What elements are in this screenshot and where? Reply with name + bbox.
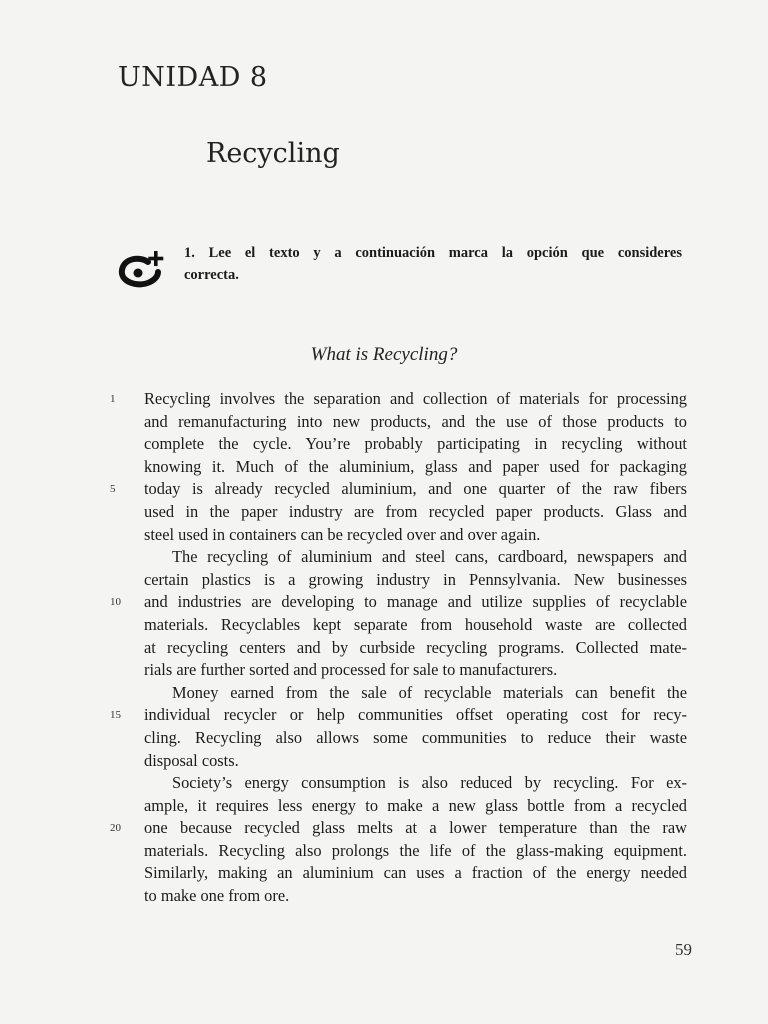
instruction-line-1: 1. Lee el texto y a continuación marca la opción que consideres [184, 245, 682, 261]
line-text: materials. Recyclables kept separate from household waste are collected [144, 614, 687, 634]
line-text: steel used in containers can be recycled over and over again. [144, 524, 541, 544]
line-text: and remanufacturing into new products, and the use of those products to [144, 411, 687, 431]
text-line [110, 524, 690, 547]
text-line [110, 433, 690, 456]
unit-title: UNIDAD 8 [118, 62, 268, 93]
text-line [110, 411, 690, 434]
reading-exercise-icon [118, 248, 166, 290]
reading-text [110, 388, 690, 908]
line-text: Society’s energy consumption is also reduced by recycling. For ex- [172, 773, 687, 793]
line-text: complete the cycle. You’re probably participating in recycling without [144, 434, 687, 454]
text-line [110, 840, 690, 863]
line-text: to make one from ore. [144, 886, 290, 906]
text-line [110, 659, 690, 682]
line-text: rials are further sorted and processed for sale to manufacturers. [144, 660, 558, 680]
line-text: The recycling of aluminium and steel cans, cardboard, newspapers and [172, 547, 687, 567]
line-text: Recycling involves the separation and collection of materials for processing [144, 389, 687, 408]
reading-title: What is Recycling? [310, 344, 458, 365]
line-text: knowing it. Much of the aluminium, glass and paper used for packaging [144, 456, 687, 476]
text-line [110, 569, 690, 592]
line-text: Money earned from the sale of recyclable materials can benefit the [172, 682, 687, 702]
text-line [110, 795, 690, 818]
line-text: ample, it requires less energy to make a new glass bottle from a recycled [144, 795, 687, 815]
line-text: materials. Recycling also prolongs the life of the glass-making equipment. [144, 840, 687, 860]
text-line [110, 862, 690, 885]
line-number: 10 [110, 596, 121, 609]
text-line [110, 772, 690, 795]
text-line [110, 501, 690, 524]
text-line [110, 546, 690, 569]
line-text: cling. Recycling also allows some communities to reduce their waste [144, 727, 687, 747]
line-text: today is already recycled aluminium, and one quarter of the raw fibers [144, 479, 687, 499]
text-line [110, 637, 690, 660]
instruction-line-2: correcta. [184, 267, 239, 283]
text-line [110, 456, 690, 479]
text-line [110, 478, 690, 501]
text-line [110, 591, 690, 614]
line-text: used in the paper industry are from recycled paper products. Glass and [144, 501, 687, 521]
line-text: Similarly, making an aluminium can uses a fraction of the energy needed [144, 863, 687, 883]
line-text: certain plastics is a growing industry in Pennsylvania. New businesses [144, 569, 687, 589]
line-text: individual recycler or help communities offset operating cost for recy- [144, 705, 687, 725]
line-number: 5 [110, 483, 116, 496]
lesson-title: Recycling [206, 138, 340, 169]
line-text: disposal costs. [144, 750, 239, 770]
line-number: 20 [110, 822, 121, 835]
text-line [110, 885, 690, 908]
line-number: 15 [110, 709, 121, 722]
text-line [110, 817, 690, 840]
page-number: 59 [675, 940, 692, 959]
line-text: and industries are developing to manage and utilize supplies of recyclable [144, 592, 687, 612]
line-text: at recycling centers and by curbside recycling programs. Collected mate- [144, 637, 687, 657]
text-line [110, 682, 690, 705]
exercise-text [184, 242, 682, 286]
text-line [110, 388, 690, 411]
line-text: one because recycled glass melts at a lower temperature than the raw [144, 818, 687, 838]
text-line [110, 750, 690, 773]
text-line [110, 727, 690, 750]
line-number: 1 [110, 393, 116, 405]
text-line [110, 614, 690, 637]
text-line [110, 704, 690, 727]
